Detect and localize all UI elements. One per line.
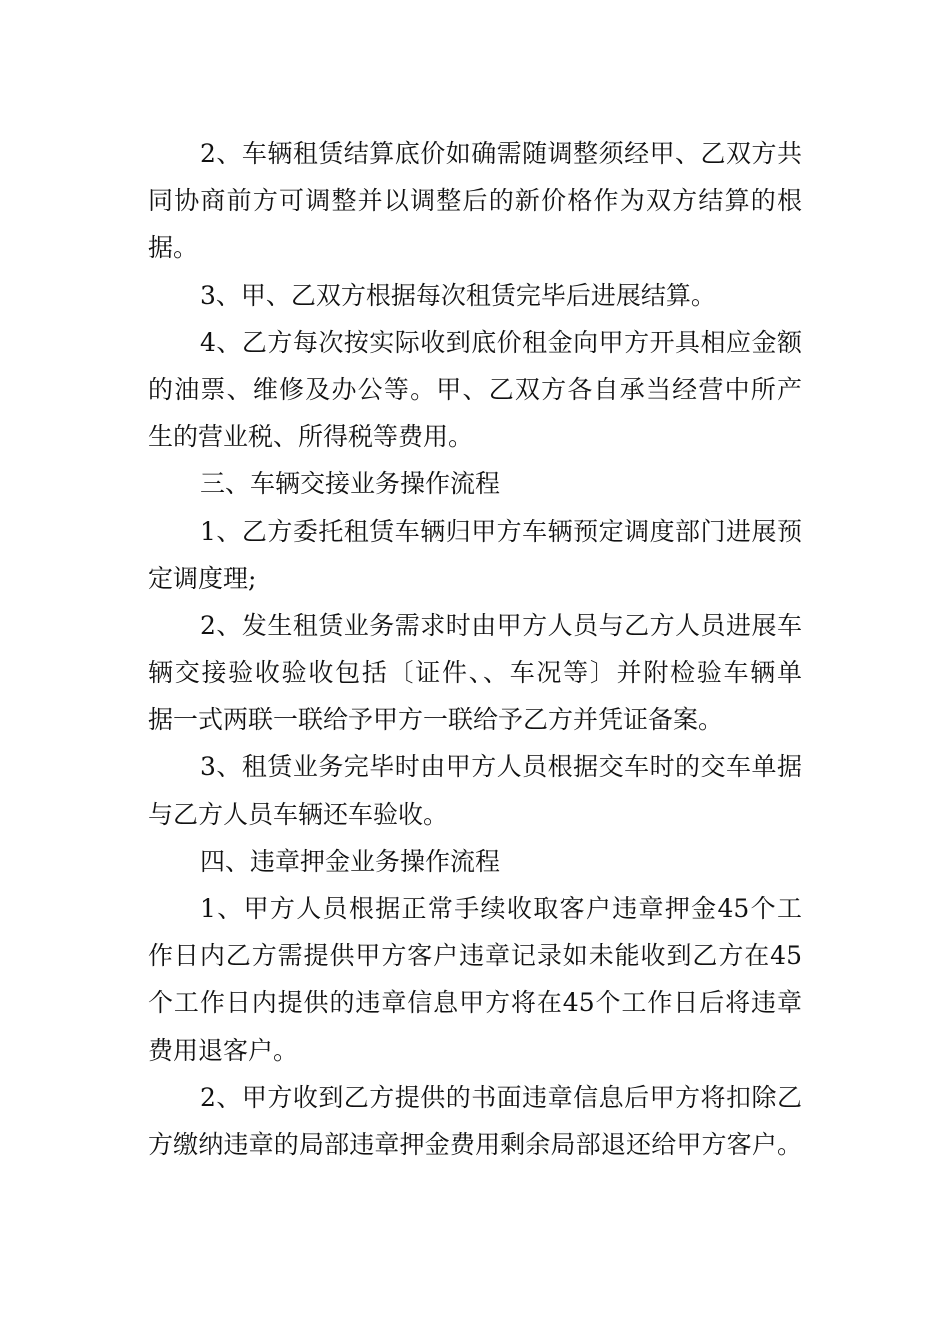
text-line: 辆交接验收验收包括〔证件、、车况等〕并附检验车辆单 (148, 658, 802, 688)
text-line: 2、发生租赁业务需求时由甲方人员与乙方人员进展车 (200, 610, 802, 640)
text-line: 据一式两联一联给予甲方一联给予乙方并凭证备案。 (148, 705, 724, 735)
text-line: 3、甲、乙双方根据每次租赁完毕后进展结算。 (200, 280, 716, 310)
text-line: 3、租赁业务完毕时由甲方人员根据交车时的交车单据 (200, 752, 802, 782)
text-line: 2、甲方收到乙方提供的书面违章信息后甲方将扣除乙 (200, 1082, 802, 1112)
text-line: 生的营业税、所得税等费用。 (148, 422, 474, 452)
section-heading: 四、违章押金业务操作流程 (200, 846, 501, 876)
text-line: 定调度理; (148, 563, 257, 593)
text-line: 2、车辆租赁结算底价如确需随调整须经甲、乙双方共 (200, 139, 802, 168)
text-line: 与乙方人员车辆还车验收。 (148, 799, 449, 829)
text-line: 1、乙方委托租赁车辆归甲方车辆预定调度部门进展预 (200, 516, 802, 546)
text-line: 1、甲方人员根据正常手续收取客户违章押金45个工 (200, 894, 802, 923)
text-line: 同协商前方可调整并以调整后的新价格作为双方结算的根 (148, 186, 802, 216)
text-line: 的油票、维修及办公等。甲、乙双方各自承当经营中所产 (148, 374, 802, 404)
text-line: 费用退客户。 (148, 1035, 299, 1065)
text-line: 作日内乙方需提供甲方客户违章记录如未能收到乙方在45 (148, 941, 802, 971)
text-line: 4、乙方每次按实际收到底价租金向甲方开具相应金额 (200, 327, 802, 357)
text-line: 方缴纳违章的局部违章押金费用剩余局部退还给甲方客户。 (148, 1129, 802, 1159)
text-line: 个工作日内提供的违章信息甲方将在45个工作日后将违章 (148, 988, 802, 1018)
section-heading: 三、车辆交接业务操作流程 (200, 469, 501, 499)
text-line: 据。 (148, 233, 199, 263)
document-body (148, 130, 802, 1168)
